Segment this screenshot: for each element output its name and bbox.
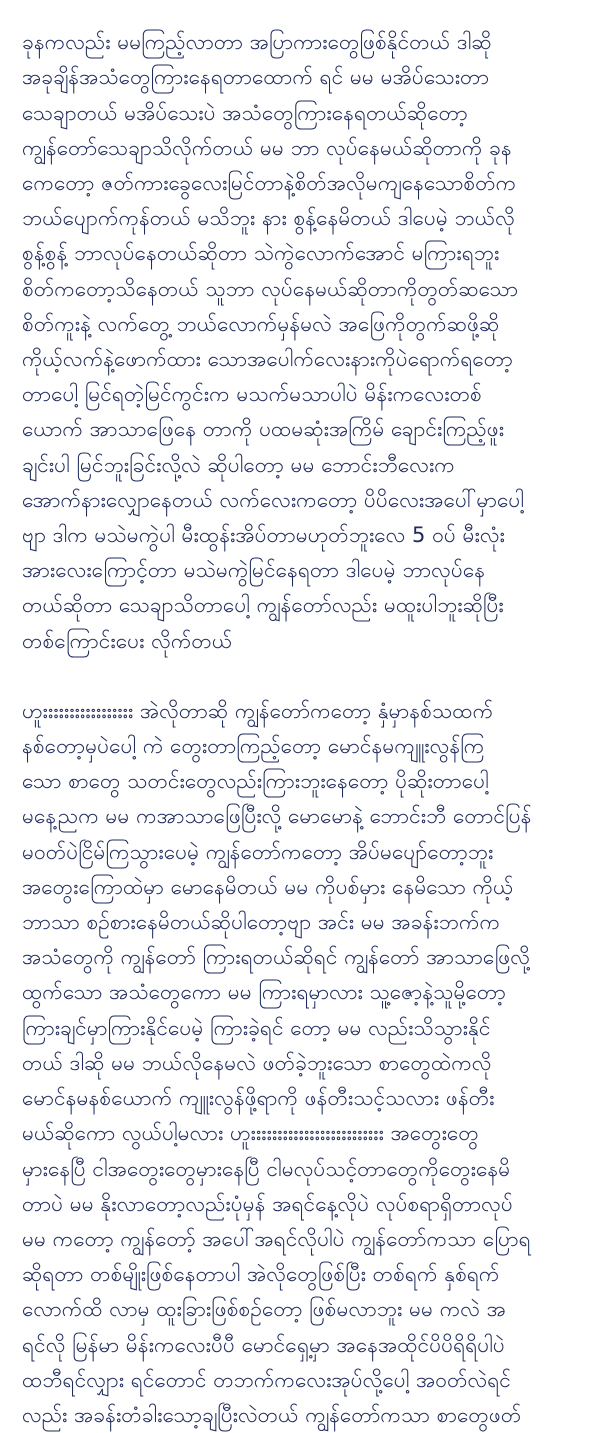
text-line: နစ်တော့မှပဲပေါ့ ကဲ တွေးတာကြည့်တော့ မောင်နမကျူးလွန်ကြ: [22, 734, 485, 759]
text-line: လောက်ထိ လာမှ ထူးခြားဖြစ်စဉ်တော့ ဖြစ်မလာဘူး မမ ကလဲ အ: [22, 1297, 506, 1322]
text-line: မယ်ဆိုကော လွယ်ပါ့မလား ဟူးးးးးးးးးးးးးးးးးးးးးးးးး အတွေးတွေ: [22, 1121, 479, 1146]
text-line: [22, 0, 582, 25]
text-line: ကေတော့ ဇတ်ကားခွေလေးမြင်တာနဲ့စိတ်အလိုမကျနေသောစိတ်က: [22, 171, 517, 196]
text-line: ကိုယ့်လက်နဲ့ဖောက်ထား သောအပေါက်လေးနားကိုပဲရောက်ရတော့: [22, 347, 513, 372]
text-line: ဟူးးးးးးးးးးးးးးးးး အဲလိုတာဆို ကျွန်တော်ကတော့ နှံမှာနစ်သထက်: [22, 698, 494, 723]
text-line: ခုနကလည်း မမကြည့်လာတာ အပြာကားတွေဖြစ်နိုင်တယ် ဒါဆို: [22, 30, 492, 55]
text-line: ချင်းပါ မြင်ဘူးခြင်းလို့လဲ ဆိုပါတော့ မမ ဘောင်းဘီလေးက: [22, 452, 455, 477]
text-line: ဆိုရတာ တစ်မျိုးဖြစ်နေတာပါ အဲလိုတွေဖြစ်ပြီး တစ်ရက် နှစ်ရက်: [22, 1262, 500, 1287]
text-line: တယ် ဒါဆို မမ ဘယ်လိုနေမလဲ ဖတ်ခဲ့ဘူးသော စာတွေထဲကလို: [22, 1050, 492, 1075]
text-line: ဘာသာ စဉ်စားနေမိတယ်ဆိုပါတော့ဗျာ အင်း မမ အခန်းဘက်က: [22, 910, 501, 935]
text-line: အားလေးကြောင့်တာ မသဲမကွဲမြင်နေရတာ ဒါပေမဲ့ ဘာလုပ်နေ: [22, 558, 486, 583]
text-line: တာပဲ မမ နိုးလာတော့လည်းပုံမှန် အရင်နေ့လိုပဲ လုပ်စရာရှိတာလုပ်: [22, 1191, 513, 1216]
text-line: စွန့်စွန့် ဘာလုပ်နေတယ်ဆိုတာ သဲကွဲလောက်အောင် မကြားရဘူး: [22, 241, 500, 266]
paragraph-1: [22, 0, 582, 659]
text-line: မှားနေပြီ ငါအတွေးတွေမှားနေပြီ ငါမလုပ်သင့်တာတွေကိုတွေးနေမိ: [22, 1156, 511, 1181]
text-line: သေချာတယ် မအိပ်သေးပဲ အသံတွေကြားနေရတယ်ဆိုတော့: [22, 100, 468, 125]
text-line: မောင်နမနစ်ယောက် ကျူးလွန်ဖို့ရာကို ဖန်တီးသင့်သလား ဖန်တီး: [22, 1086, 495, 1111]
text-line: ဗျာ ဒါက မသဲမကွဲပါ မီးထွန်းအိပ်တာမဟုတ်ဘူးလေ 5 ဝပ် မီးလုံး: [22, 523, 505, 548]
text-line: တာပေါ့ မြင်ရတဲ့မြင်ကွင်းက မသက်မသာပါပဲ မိန်းကလေးတစ်: [22, 382, 482, 407]
paragraph-2: [22, 694, 582, 1433]
text-line: မနေ့ညက မမ ကအာသာဖြေပြီးလို့ မောမောနဲ့ ဘောင်းဘီ တောင်ပြန်: [22, 804, 532, 829]
text-line: စိတ်ကူးနဲ့ လက်တွေ့ ဘယ်လောက်မှန်မလဲ အဖြေကိုတွက်ဆဖို့ဆို: [22, 311, 500, 336]
text-line: ကျွန်တော်သေချာသိလိုက်တယ် မမ ဘာ လုပ်နေမယ်ဆိုတာကို ခုန: [22, 135, 512, 160]
text-line: အတွေးကြောထဲမှာ မောနေမိတယ် မမ ကိုပစ်မှား နေမိသော ကိုယ့်: [22, 874, 514, 899]
text-line: အသံတွေကို ကျွန်တော် ကြားရတယ်ဆိုရင် ကျွန်တော် အာသာဖြေလို့: [22, 945, 530, 970]
text-line: သော စာတွေ သတင်းတွေလည်းကြားဘူးနေတော့ ပိုဆိုးတာပေါ့: [22, 769, 489, 794]
text-line: ဘယ်ပျောက်ကုန်တယ် မသိဘူး နား စွန့်နေမိတယ် ဒါပေမဲ့ ဘယ်လို: [22, 206, 515, 231]
text-line: ယောက် အာသာဖြေနေ တာကို ပထမဆုံးအကြိမ် ချောင်းကြည့်ဖူး: [22, 417, 505, 442]
text-line: မမ ကတော့ ကျွန်တော့် အပေါ်အရင်လိုပါပဲ ကျွန်တော်ကသာ ပြောရ: [22, 1226, 531, 1251]
text-line: ရင်လို မြန်မာ မိန်းကလေးပီပီ မောင်ရှေ့မှာ အနေအထိုင်ပိပိရိရိပါပဲ: [22, 1332, 505, 1357]
text-line: မဝတ်ပဲငြိမ်ကြသွားပေမဲ့ ကျွန်တော်ကတော့ အိပ်မပျော်တော့ဘူး: [22, 839, 494, 864]
text-line: တယ်ဆိုတာ သေချာသိတာပေါ့ ကျွန်တော်လည်း မထူးပါဘူးဆိုပြီး: [22, 593, 504, 618]
text-line: တစ်ကြောင်းပေး လိုက်တယ်: [22, 628, 233, 653]
text-line: အောက်နားလျှောနေတယ် လက်လေးကတော့ ပိပိလေးအပေါ်မှာပေါ့: [22, 487, 525, 512]
text-line: အခုချိန်အသံတွေကြားနေရတာထောက် ရင် မမ မအိပ်သေးတာ: [22, 65, 490, 90]
text-line: ထွက်သော အသံတွေကော မမ ကြားရမှာလား သူ့ဇော့နဲ့သူမို့တော့: [22, 980, 506, 1005]
text-line: ထဘီရင်လျှား ရင်တောင် တဘက်ကလေးအုပ်လို့ပေါ့ အဝတ်လဲရင်: [22, 1367, 511, 1392]
text-line: ကြားချင်မှာကြားနိုင်ပေမဲ့ ကြားခဲ့ရင် တော့ မမ လည်းသိသွားနိုင်: [22, 1015, 491, 1040]
text-line: လည်း အခန်းတံခါးသော့ချပြီးလဲတယ် ကျွန်တော်ကသာ စာတွေဖတ်: [22, 1402, 522, 1427]
text-line: စိတ်ကတော့သိနေတယ် သူဘာ လုပ်နေမယ်ဆိုတာကိုတွတ်ဆသော: [22, 276, 519, 301]
